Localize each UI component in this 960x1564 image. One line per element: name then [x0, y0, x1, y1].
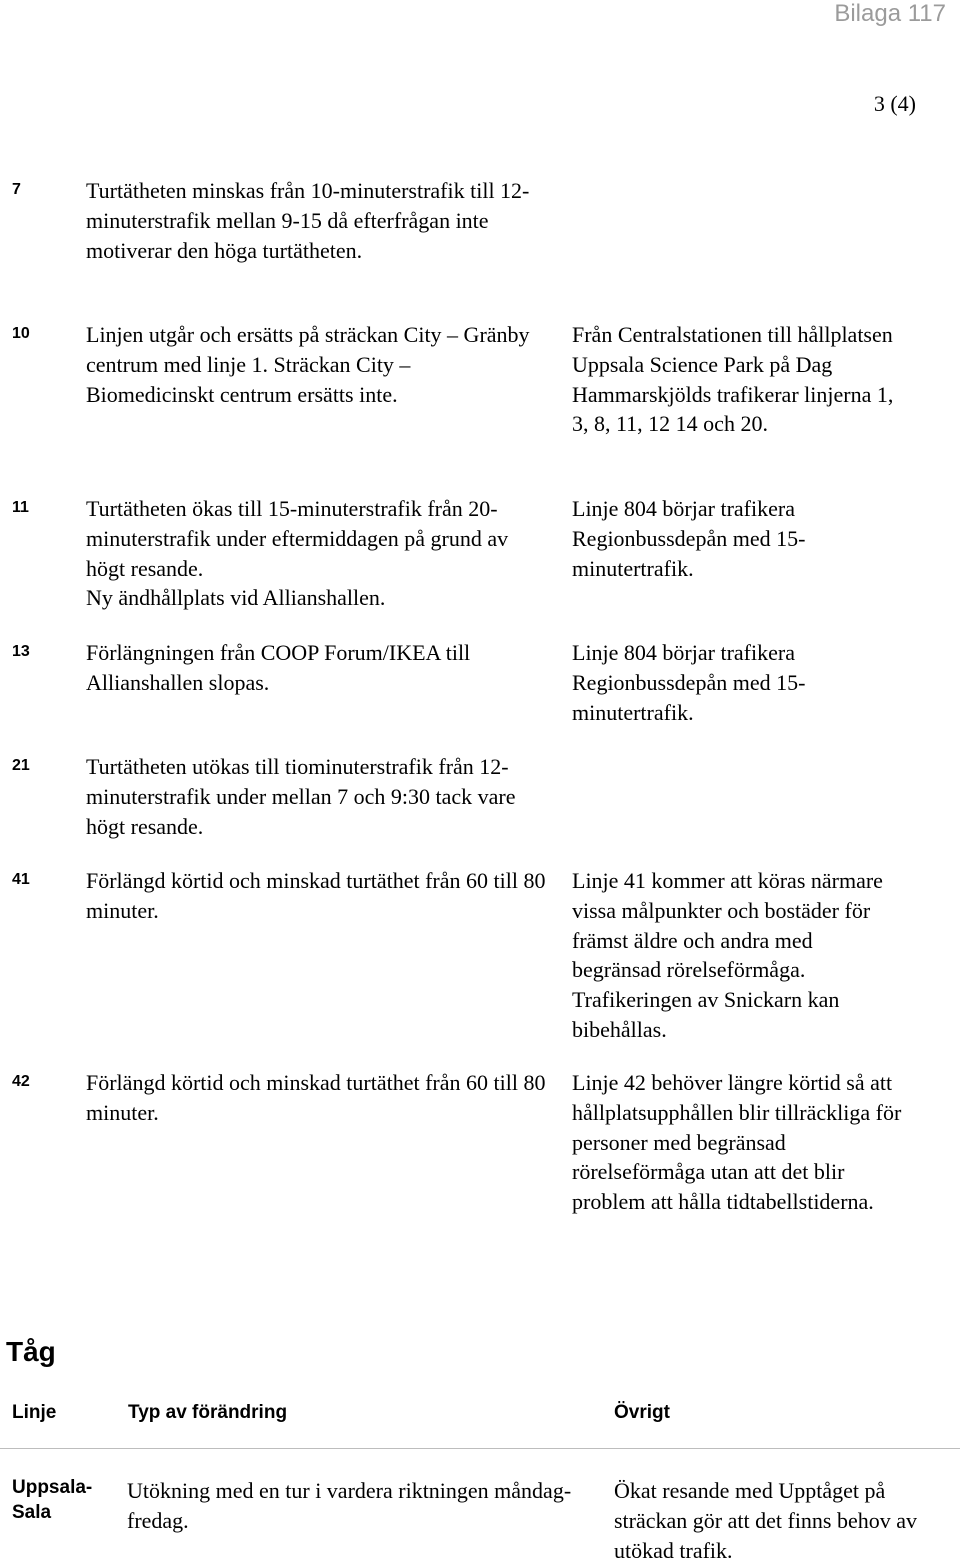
line-number: 11: [12, 499, 29, 516]
change-description: Förlängd körtid och minskad turtäthet från 60 till 80 minuter.: [86, 868, 546, 923]
page-number: 3 (4): [873, 91, 916, 116]
line-number: 10: [12, 325, 30, 342]
table-divider: [0, 1448, 960, 1449]
line-number: 21: [12, 757, 30, 774]
change-description: Turtätheten minskas från 10-minuterstrafik till 12-minuterstrafik mellan 9-15 då efterfrågan inte motiverar den höga turtätheten.: [86, 178, 530, 263]
other-note: Linje 804 börjar trafikera Regionbussdepån med 15-minutertrafik.: [572, 496, 806, 581]
other-note: Linje 804 börjar trafikera Regionbussdepån med 15-minutertrafik.: [572, 640, 806, 725]
change-description: Utökning med en tur i vardera riktningen måndag-fredag.: [127, 1478, 572, 1533]
change-description: Linjen utgår och ersätts på sträckan City – Gränby centrum med linje 1. Sträckan City – Biomedicinskt centrum ersätts inte.: [86, 322, 530, 407]
other-note: Linje 42 behöver längre körtid så att hållplatsupphållen blir tillräckliga för personer med begränsad rörelseförmåga utan att det blir problem att hålla tidtabellstiderna.: [572, 1070, 902, 1215]
train-line-name: Uppsala-Sala: [12, 1477, 93, 1523]
other-note: Linje 41 kommer att köras närmare vissa målpunkter och bostäder för främst äldre och andra med begränsad rörelseförmåga. Trafikeringen av Snickarn kan bibehållas.: [572, 868, 883, 1042]
line-number: 42: [12, 1073, 30, 1090]
line-number: 13: [12, 643, 30, 660]
change-description: Förlängningen från COOP Forum/IKEA till Allianshallen slopas.: [86, 640, 471, 695]
change-description: [86, 494, 546, 613]
column-header-other: Övrigt: [614, 1402, 670, 1423]
other-note: Ökat resande med Upptåget på sträckan gör att det finns behov av utökad trafik.: [614, 1478, 918, 1563]
line-number: 7: [12, 181, 21, 198]
other-note: Från Centralstationen till hållplatsen Uppsala Science Park på Dag Hammarskjölds trafikerar linjerna 1, 3, 8, 11, 12 14 och 20.: [572, 322, 894, 437]
line-number: 41: [12, 871, 30, 888]
section-title-train: Tåg: [6, 1336, 56, 1367]
column-header-line: Linje: [12, 1402, 57, 1423]
column-header-change: Typ av förändring: [128, 1402, 288, 1423]
change-text-extra: Ny ändhållplats vid Allianshallen.: [86, 585, 386, 611]
change-text: Turtätheten ökas till 15-minuterstrafik från 20-minuterstrafik under eftermiddagen på grund av högt resande.: [86, 496, 509, 581]
page-header-appendix: Bilaga 117: [834, 0, 946, 27]
change-description: Turtätheten utökas till tiominuterstrafik från 12-minuterstrafik under mellan 7 och 9:30 tack vare högt resande.: [86, 754, 516, 839]
change-description: Förlängd körtid och minskad turtäthet från 60 till 80 minuter.: [86, 1070, 546, 1125]
